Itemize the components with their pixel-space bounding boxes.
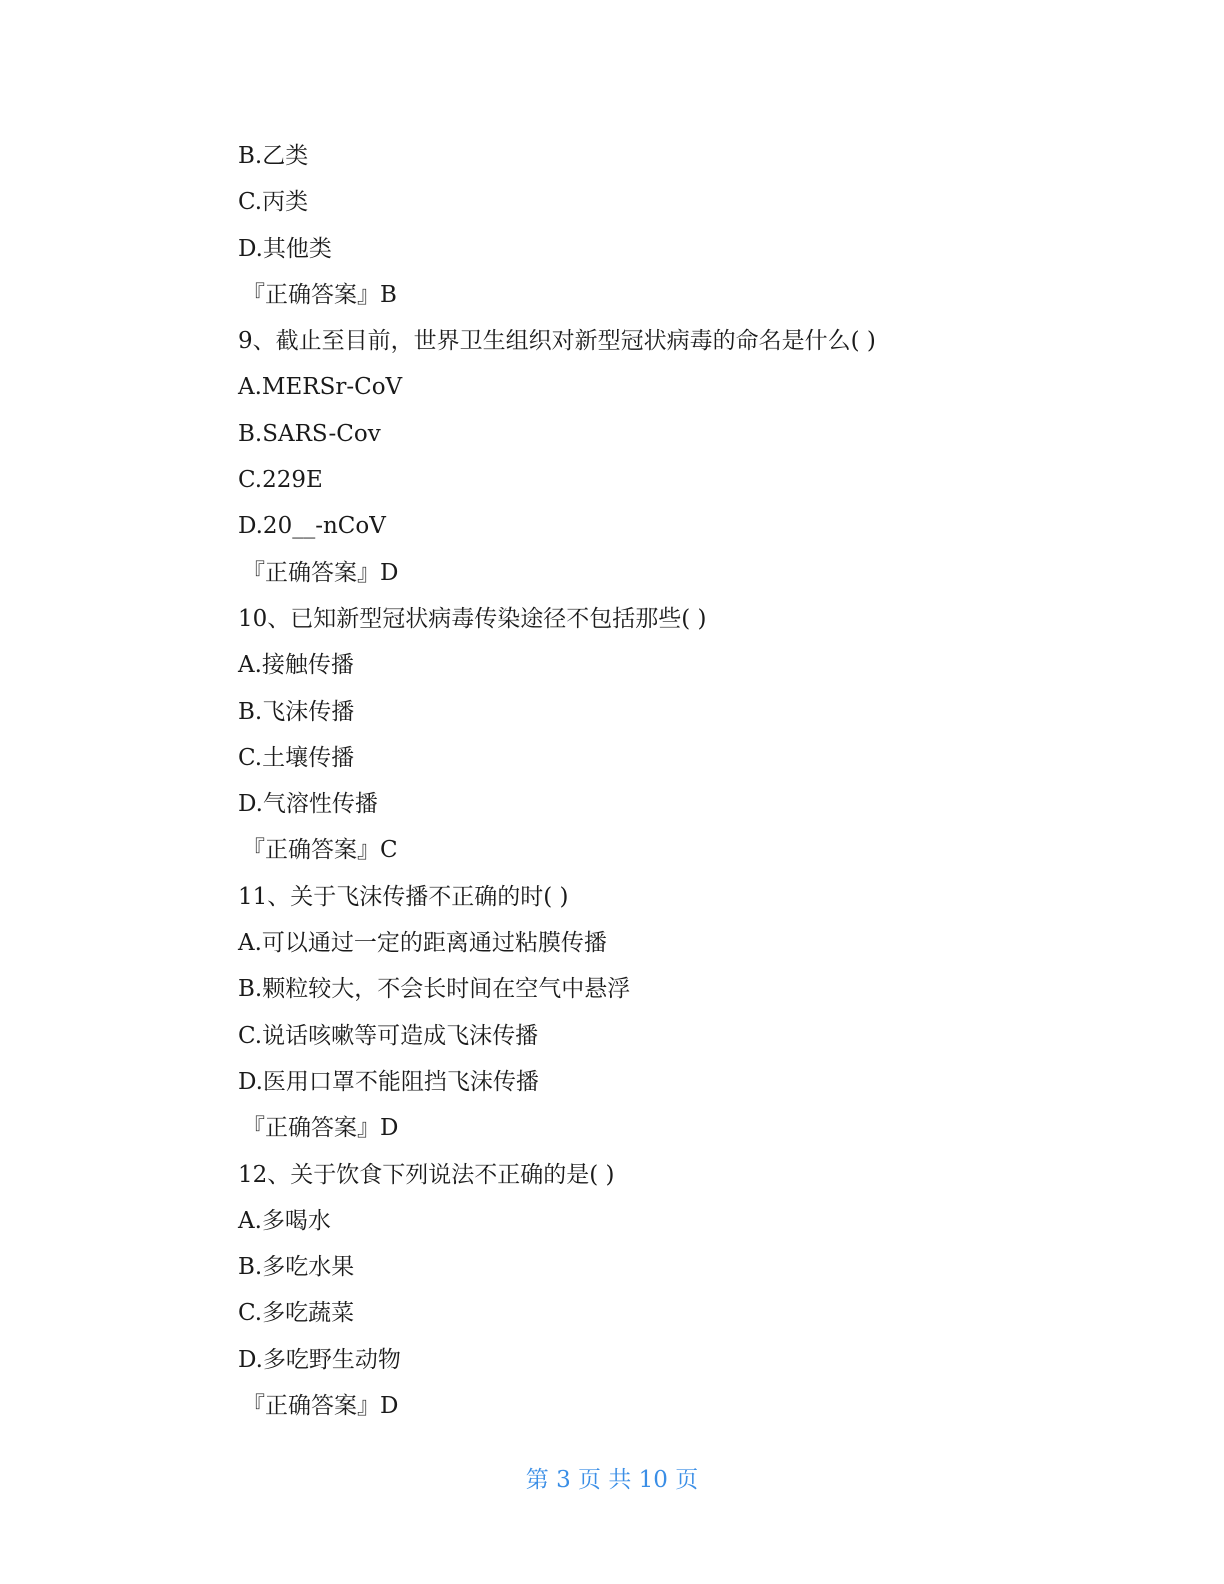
question-line: 12、关于饮食下列说法不正确的是( ): [238, 1161, 615, 1188]
page-footer: 第 3 页 共 10 页: [525, 1467, 699, 1493]
answer-line: 『正确答案』B: [242, 281, 397, 308]
answer-line: 『正确答案』C: [242, 837, 398, 864]
answer-line: 『正确答案』D: [242, 559, 399, 586]
option-line: C.丙类: [238, 189, 309, 216]
option-line: B.SARS-Cov: [238, 420, 381, 447]
option-line: B.颗粒较大，不会长时间在空气中悬浮: [238, 976, 631, 1003]
option-line: B.多吃水果: [238, 1254, 355, 1281]
question-line: 9、截止至目前，世界卫生组织对新型冠状病毒的命名是什么( ): [238, 328, 876, 355]
question-line: 11、关于飞沫传播不正确的时( ): [238, 883, 569, 910]
option-line: A.接触传播: [238, 652, 354, 679]
option-line: C.说话咳嗽等可造成飞沫传播: [238, 1022, 539, 1049]
option-line: C.土壤传播: [238, 744, 355, 771]
option-line: D.医用口罩不能阻挡飞沫传播: [238, 1068, 539, 1095]
option-line: D.20__-nCoV: [238, 513, 386, 540]
option-line: B.飞沫传播: [238, 698, 355, 725]
question-line: 10、已知新型冠状病毒传染途径不包括那些( ): [238, 605, 707, 632]
option-line: A.可以通过一定的距离通过粘膜传播: [238, 930, 607, 957]
option-line: A.MERSr-CoV: [238, 374, 403, 401]
option-line: D.多吃野生动物: [238, 1346, 401, 1373]
option-line: C.多吃蔬菜: [238, 1300, 355, 1327]
answer-line: 『正确答案』D: [242, 1393, 399, 1420]
option-line: C.229E: [238, 467, 323, 494]
answer-line: 『正确答案』D: [242, 1115, 399, 1142]
option-line: B.乙类: [238, 143, 309, 169]
option-line: A.多喝水: [238, 1207, 331, 1234]
option-line: D.其他类: [238, 235, 332, 262]
option-line: D.气溶性传播: [238, 791, 378, 818]
quiz-content: [238, 133, 998, 1429]
